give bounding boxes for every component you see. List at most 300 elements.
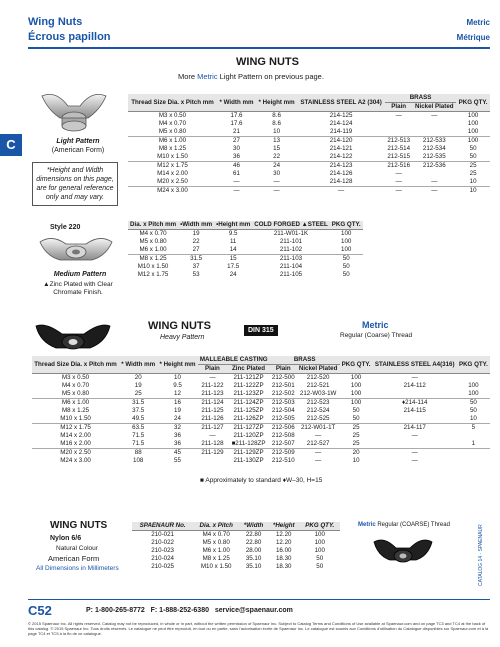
table-row <box>32 424 490 433</box>
table-cell: 100 <box>468 390 479 397</box>
table-cell: 211-104 <box>279 263 303 270</box>
table-cell: M8 x 1.25 <box>158 145 187 152</box>
table-cell: 214-117 <box>373 424 457 433</box>
table-cell: 212-508 <box>271 432 295 439</box>
table-cell: 214-112 <box>403 382 426 389</box>
table-cell <box>373 390 457 399</box>
table-cell: 211-W01-1K <box>273 230 309 237</box>
table-cell: 37.5 <box>132 407 145 414</box>
table-cell: 17.6 <box>230 112 243 119</box>
table-cell: M6 x 1.00 <box>139 246 167 253</box>
nylon-form: American Form <box>48 554 100 563</box>
table-cell: 212-510 <box>271 457 295 464</box>
header-rule <box>28 47 490 49</box>
table-cell: ♦214-114 <box>373 399 457 408</box>
heavy-pattern-table <box>32 356 490 465</box>
table-cell: 211-103 <box>252 255 330 264</box>
dimension-note: *Height and Width dimensions on this page, are for general reference only and may vary. <box>32 162 118 206</box>
table-cell: 100 <box>467 128 479 135</box>
table-cell: 210-025 <box>151 563 174 570</box>
table-row <box>128 120 490 128</box>
table-cell: 22 <box>192 238 200 245</box>
table-cell: M4 x 0.70 <box>139 230 167 237</box>
table-row <box>128 170 490 178</box>
table-cell: M5 x 0.80 <box>61 390 90 397</box>
table-cell: M10 x 1.50 <box>200 563 232 570</box>
table-cell: 211-124 <box>198 399 228 408</box>
table-cell: — <box>411 457 418 464</box>
table-row <box>132 555 340 563</box>
col-width: * Width mm <box>217 94 256 112</box>
table-cell: M24 x 3.00 <box>60 457 91 464</box>
table-cell: 15 <box>273 145 281 152</box>
nylon-dims-note: All Dimensions in Millimeters <box>36 565 119 572</box>
table-cell: 27 <box>217 137 256 146</box>
table-cell: — <box>412 187 456 196</box>
table-cell <box>457 449 490 458</box>
table-row <box>128 263 363 271</box>
header-metric-en: Metric <box>466 18 490 27</box>
table-cell: M16 x 2.00 <box>60 440 91 447</box>
table-cell: 212-535 <box>422 153 446 160</box>
col-pkg-qty: PKG QTY. <box>331 221 361 228</box>
table-cell: — <box>385 187 412 196</box>
table-row <box>128 137 490 146</box>
table-cell: — <box>217 187 256 196</box>
table-cell: M14 x 2.00 <box>157 170 188 177</box>
table-cell: 212-505 <box>271 415 295 422</box>
footer-contact <box>86 607 293 614</box>
table-cell: — <box>273 178 280 185</box>
table-cell <box>373 415 457 424</box>
table-cell: 37 <box>192 263 200 270</box>
light-pattern-table <box>128 94 490 195</box>
table-cell: 108 <box>133 457 144 464</box>
table-cell: 35.10 <box>245 555 262 562</box>
table-cell: 210-021 <box>151 531 174 538</box>
table-cell: 21 <box>233 128 240 135</box>
table-cell: 211-127 <box>198 424 228 433</box>
table-cell: 212-W01-1T <box>297 424 340 433</box>
table-cell: 28.00 <box>245 547 262 554</box>
medium-pattern-note: ▲Zinc Plated with Clear Chromate Finish. <box>43 281 113 296</box>
table-cell: 214-115 <box>403 407 426 414</box>
table-cell: — <box>233 178 240 185</box>
table-cell: 53 <box>192 271 200 278</box>
heavy-pattern-title: WING NUTS <box>148 320 211 332</box>
col-pkg-qty-stainless: PKG QTY. <box>457 356 490 374</box>
table-cell: 17.6 <box>230 120 243 127</box>
table-cell: 50 <box>352 415 360 422</box>
table-cell: 1 <box>471 440 476 447</box>
medium-pattern-table <box>128 221 363 279</box>
table-cell: — <box>297 187 385 196</box>
table-cell <box>412 120 456 128</box>
table-cell <box>457 457 490 465</box>
table-cell: 18.30 <box>275 555 292 562</box>
table-cell: 100 <box>341 246 352 253</box>
col-height: •Height mm <box>216 221 251 228</box>
table-cell: 10 <box>456 187 490 196</box>
table-cell: 212-W03-1W <box>299 390 337 397</box>
table-cell: M5 x 0.80 <box>158 128 187 135</box>
table-cell: M3 x 0.50 <box>61 374 90 381</box>
col-height: *Height <box>268 522 299 531</box>
table-cell: 211-124ZP <box>227 399 270 408</box>
table-cell: 55 <box>174 457 181 464</box>
din-badge: DIN 315 <box>244 325 278 336</box>
table-cell <box>198 457 228 465</box>
table-cell: 214-122 <box>329 153 353 160</box>
table-cell: 22 <box>273 153 281 160</box>
style-220-label: Style 220 <box>50 224 81 231</box>
heavy-metric-sub: Regular (Coarse) Thread <box>340 332 413 339</box>
table-cell: 32 <box>157 424 197 433</box>
table-cell: 214-121 <box>329 145 353 152</box>
table-cell: 8.6 <box>272 120 281 127</box>
table-cell: 211-129 <box>198 449 228 458</box>
table-cell: 100 <box>340 399 373 408</box>
section1-subtitle <box>178 72 324 81</box>
table-cell: 19 <box>134 382 142 389</box>
col-width: •Width mm <box>180 221 213 228</box>
table-cell: 211-123 <box>201 390 224 397</box>
table-cell: 211-126ZP <box>233 415 264 422</box>
table-cell: M6 x 1.00 <box>32 399 119 408</box>
section1-title: WING NUTS <box>236 56 299 68</box>
col-spaenaur-no: SPAENAUR No. <box>132 522 193 531</box>
col-cold-forged: COLD FORGED ▲STEEL <box>254 221 328 228</box>
table-cell: 16.00 <box>275 547 292 554</box>
table-cell: 12.20 <box>275 531 292 538</box>
table-cell: 211-125ZP <box>233 407 264 414</box>
table-cell: M3 x 0.50 <box>158 112 187 119</box>
table-cell: — <box>431 112 438 119</box>
table-row <box>32 390 490 399</box>
header-title-fr: Écrous papillon <box>28 31 111 43</box>
table-cell: — <box>395 170 402 177</box>
table-cell: 19 <box>174 407 181 414</box>
table-cell: 19 <box>192 230 200 237</box>
table-cell: 10 <box>469 415 477 422</box>
col-malleable-zinc: Zinc Plated <box>227 365 270 374</box>
table-cell: 10 <box>352 457 360 464</box>
table-cell: 214-124 <box>329 120 353 127</box>
table-cell: — <box>411 432 418 439</box>
table-cell: M6 x 1.00 <box>202 547 230 554</box>
nylon-metric: Metric <box>358 522 376 528</box>
table-cell: 212-513 <box>385 137 412 146</box>
table-cell <box>385 120 412 128</box>
nylon-material: Nylon 6/6 <box>50 535 82 542</box>
table-row <box>32 415 490 424</box>
table-cell: 18.30 <box>275 563 292 570</box>
table-cell: 212-503 <box>270 399 297 408</box>
table-cell: 35.10 <box>245 563 262 570</box>
table-cell: 100 <box>468 382 479 389</box>
table-cell: M4 x 0.70 <box>61 382 90 389</box>
table-cell: 17.5 <box>227 263 240 270</box>
table-cell <box>457 432 490 440</box>
table-cell: 212-515 <box>387 153 411 160</box>
table-cell: 50 <box>457 399 490 408</box>
table-cell: 212-533 <box>412 137 456 146</box>
wing-nut-light-photo <box>38 88 110 134</box>
light-pattern-label: Light Pattern <box>56 138 100 145</box>
table-cell: 24 <box>229 271 237 278</box>
light-pattern-sub: (American Form) <box>51 147 105 154</box>
table-cell: — <box>256 187 297 196</box>
table-cell: 100 <box>456 137 490 146</box>
table-cell: 211-101 <box>279 238 303 245</box>
table-cell: 211-129ZP <box>227 449 270 458</box>
table-cell: — <box>395 112 402 119</box>
table-cell: 50 <box>316 563 324 570</box>
header-metric-fr: Métrique <box>456 33 490 42</box>
table-cell: 212-509 <box>270 449 297 458</box>
table-cell: 100 <box>350 390 362 397</box>
table-cell: — <box>373 449 457 458</box>
table-row <box>128 255 363 264</box>
table-cell: 212-521 <box>306 382 330 389</box>
col-thread-size: Thread Size Dia. x Pitch mm <box>128 94 217 112</box>
table-cell <box>412 128 456 137</box>
table-row <box>128 162 490 171</box>
table-cell: 10 <box>174 374 181 381</box>
table-cell: 211-122ZP <box>233 382 264 389</box>
footer-email[interactable]: service@spaenaur.com <box>214 607 293 614</box>
col-width: *Width <box>239 522 268 531</box>
table-cell: 25 <box>469 170 477 177</box>
table-cell: — <box>315 457 322 464</box>
table-cell: 211-125 <box>201 407 224 414</box>
table-cell: 45 <box>157 449 197 458</box>
footer-rule <box>28 599 490 600</box>
table-cell: 100 <box>467 112 479 119</box>
table-cell: 50 <box>330 255 363 264</box>
table-row <box>32 432 490 440</box>
table-cell: ■211-128ZP <box>231 440 266 447</box>
col-height: * Height mm <box>157 356 197 374</box>
col-stainless: STAINLESS STEEL A2 (304) <box>297 94 385 112</box>
table-cell: 211-120ZP <box>233 432 264 439</box>
nylon-title: WING NUTS <box>50 520 108 531</box>
table-cell: 31.5 <box>119 399 157 408</box>
table-cell: 71.5 <box>132 440 145 447</box>
table-cell: M20 x 2.50 <box>157 178 188 185</box>
table-cell: M8 x 1.25 <box>128 255 178 264</box>
table-cell: 10 <box>469 178 477 185</box>
col-dia-pitch: Dia. x Pitch <box>193 522 239 531</box>
table-cell: 25 <box>134 390 142 397</box>
table-cell: M4 x 0.70 <box>202 531 230 538</box>
table-cell: 5 <box>457 424 490 433</box>
table-cell: 212-504 <box>271 407 295 414</box>
table-cell: 25 <box>456 162 490 171</box>
table-cell: 50 <box>469 407 477 414</box>
table-cell: 212-516 <box>385 162 412 171</box>
table-cell: 214-128 <box>329 178 353 185</box>
table-row <box>128 112 490 121</box>
table-cell: M4 x 0.70 <box>158 120 187 127</box>
table-cell <box>412 170 456 178</box>
table-cell: 211-128 <box>201 440 224 447</box>
table-cell: — <box>209 374 216 381</box>
table-row <box>132 547 340 555</box>
table-cell: 36 <box>174 440 181 447</box>
table-cell: 31.5 <box>178 255 214 264</box>
table-cell: M6 x 1.00 <box>128 137 217 146</box>
table-cell: 9.5 <box>173 382 182 389</box>
table-cell: 50 <box>469 153 477 160</box>
col-pkg-qty: PKG QTY. <box>456 94 490 112</box>
nylon-thread-text: Regular (COARSE) Thread <box>375 522 450 528</box>
table-cell: 212-536 <box>412 162 456 171</box>
col-brass-nickel: Nickel Plated <box>297 365 340 374</box>
table-cell: M12 x 1.75 <box>128 162 217 171</box>
table-row <box>132 531 340 540</box>
table-cell: 30 <box>233 145 240 152</box>
nylon-thread-label <box>358 522 450 528</box>
table-cell: 100 <box>350 382 362 389</box>
table-cell: 30 <box>273 170 281 177</box>
table-cell: 100 <box>314 547 325 554</box>
table-cell: 36 <box>233 153 240 160</box>
table-cell: 22.80 <box>245 539 262 546</box>
table-cell: — <box>411 374 418 381</box>
table-cell: 210-022 <box>151 539 174 546</box>
footer-phone: P: 1-800-265-8772 <box>86 607 145 614</box>
section-tab: C <box>0 134 22 156</box>
table-row <box>128 271 363 279</box>
col-thread-size: Thread Size Dia. x Pitch mm <box>32 356 119 374</box>
page-number: C52 <box>28 603 52 618</box>
table-cell: 46 <box>217 162 256 171</box>
wing-nut-nylon-photo <box>372 534 434 570</box>
wing-nut-medium-photo <box>36 228 116 270</box>
table-cell: M14 x 2.00 <box>60 432 91 439</box>
col-brass: BRASS <box>270 356 340 365</box>
table-cell: 211-121ZP <box>233 374 264 381</box>
table-cell: 11 <box>229 238 237 245</box>
table-row <box>128 145 490 153</box>
table-cell: 25 <box>340 424 373 433</box>
table-cell: 212-507 <box>271 440 295 447</box>
col-malleable: MALLEABLE CASTING <box>198 356 270 365</box>
table-cell: 100 <box>314 539 325 546</box>
table-cell: 100 <box>467 120 479 127</box>
table-cell: 10 <box>273 128 281 135</box>
table-cell: 12 <box>174 390 181 397</box>
heavy-pattern-subtitle: Heavy Pattern <box>160 334 205 341</box>
table-row <box>32 407 490 415</box>
table-cell: M10 x 1.50 <box>60 415 91 422</box>
table-row <box>32 457 490 465</box>
table-cell: 214-119 <box>329 128 353 135</box>
table-cell: 211-123ZP <box>233 390 264 397</box>
col-brass-plain: Plain <box>385 103 412 112</box>
catalog-side-label: CATALOG 14 · SPAENAUR <box>478 524 484 586</box>
table-cell: 214-120 <box>297 137 385 146</box>
col-brass: BRASS <box>385 94 456 103</box>
table-cell: 50 <box>469 145 477 152</box>
table-cell: 100 <box>314 531 325 538</box>
nylon-table <box>132 522 340 571</box>
table-cell: — <box>297 449 340 458</box>
table-cell: 71.5 <box>132 432 145 439</box>
table-cell: 36 <box>174 432 181 439</box>
table-row <box>132 563 340 571</box>
page-header <box>28 16 490 46</box>
table-cell: 50 <box>342 263 350 270</box>
table-cell: 20 <box>340 449 373 458</box>
table-cell: M20 x 2.50 <box>32 449 119 458</box>
footer-legal: © 2015 Spaenaur Inc. All rights reserved. Catalog may not be reproduced, in whole or in part, without the written permission of Spaenaur Inc. Subject to Catalog Terms and Conditions of Use available at Spaenaur.com and on page TC3 and TC4 at the back of this catalog. © 2015 Spaenaur Inc. Tous droits réservés. Le catalogue ne peut être reproduit, en tout ou en partie, sans l'autorisation écrite de Spaenaur Inc. Le catalogue est soumis aux Conditions d'utilisation du Catalogue disponibles sur Spaenaur.com et à la page TC4 et TC5 à la fin de ce catalogue. <box>28 621 489 636</box>
table-cell: 211-105 <box>279 271 303 278</box>
table-cell: 214-125 <box>329 112 353 119</box>
col-brass-nickel: Nickel Plated <box>412 103 456 112</box>
col-pkg-qty-brass: PKG QTY. <box>340 356 373 374</box>
table-cell: 25 <box>352 432 360 439</box>
table-row <box>128 153 490 162</box>
table-cell: — <box>315 432 322 439</box>
table-cell: 212-534 <box>422 145 446 152</box>
table-cell: 212-520 <box>306 374 330 381</box>
table-cell: 210-023 <box>151 547 174 554</box>
table-cell: 15 <box>214 255 252 264</box>
table-cell: 9.5 <box>228 230 238 237</box>
table-cell: M8 x 1.25 <box>202 555 230 562</box>
table-cell: M24 x 3.00 <box>128 187 217 196</box>
table-cell: — <box>209 432 216 439</box>
table-cell: 212-514 <box>387 145 411 152</box>
table-cell: 12.20 <box>275 539 292 546</box>
col-malleable-plain: Plain <box>198 365 228 374</box>
header-title-en: Wing Nuts <box>28 16 83 28</box>
table-cell: 24 <box>256 162 297 171</box>
table-cell: M5 x 0.80 <box>202 539 230 546</box>
subtitle-metric-link[interactable]: Metric <box>197 72 218 81</box>
table-cell: 214-123 <box>297 162 385 171</box>
col-height: * Height mm <box>256 94 297 112</box>
wing-nut-heavy-photo <box>34 320 112 358</box>
table-cell: 25 <box>352 440 360 447</box>
table-cell: M10 x 1.50 <box>137 263 169 270</box>
table-row <box>32 449 490 458</box>
table-cell: 8.6 <box>272 112 281 119</box>
table-row <box>128 230 363 239</box>
table-cell: 50 <box>342 271 350 278</box>
table-cell: 20 <box>134 374 142 381</box>
table-cell: 100 <box>341 238 352 245</box>
col-dia-pitch: Dia. x Pitch mm <box>130 221 177 228</box>
table-cell: M5 x 0.80 <box>139 238 167 245</box>
table-cell: 212-501 <box>271 382 295 389</box>
table-cell: 211-127ZP <box>227 424 270 433</box>
table-cell: — <box>431 178 438 185</box>
table-cell: — <box>395 178 402 185</box>
heavy-footnote: ■ Approximately to standard ♦W–30, H=15 <box>200 477 323 484</box>
table-cell <box>457 374 490 383</box>
table-row <box>128 128 490 137</box>
table-cell: M12 x 1.75 <box>32 424 119 433</box>
table-row <box>32 440 490 449</box>
table-cell: 212-524 <box>306 407 330 414</box>
table-cell: 212-502 <box>271 390 295 397</box>
table-cell: 50 <box>352 407 360 414</box>
table-row <box>128 187 490 196</box>
col-stainless: STAINLESS STEEL A4(316) <box>373 356 457 374</box>
